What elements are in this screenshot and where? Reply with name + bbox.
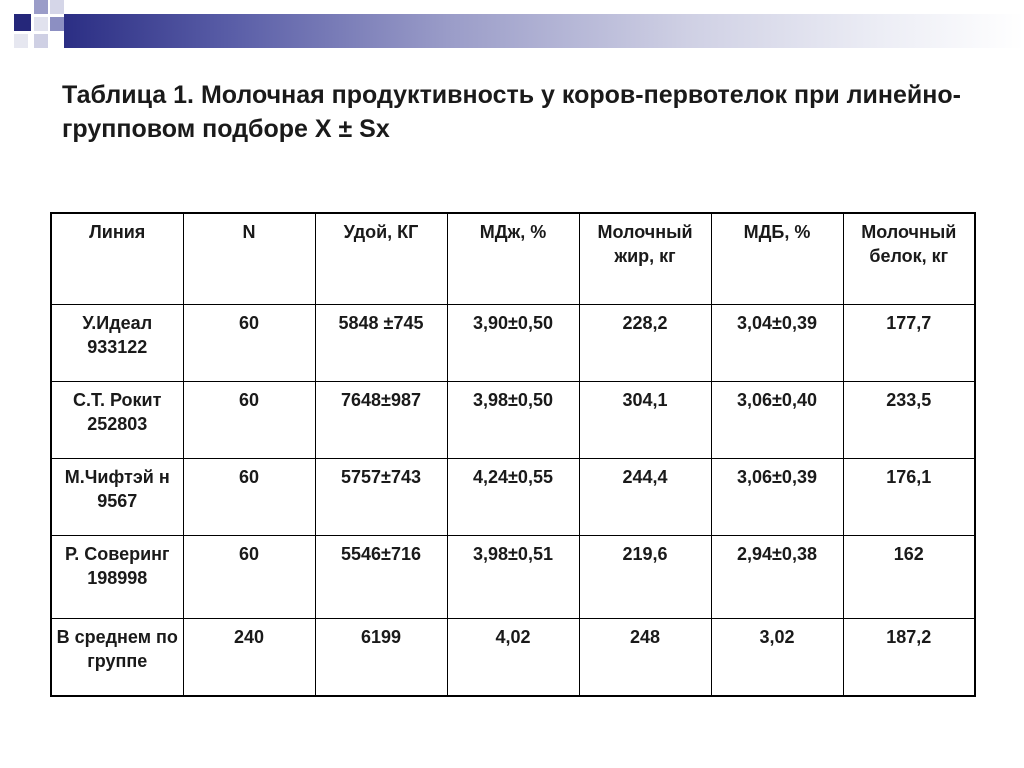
- table-cell: У.Идеал 933122: [51, 305, 183, 382]
- table-cell: 176,1: [843, 459, 975, 536]
- table-cell: 177,7: [843, 305, 975, 382]
- table-cell: 3,02: [711, 619, 843, 697]
- table-cell: 5848 ±745: [315, 305, 447, 382]
- slide-header-decoration: [0, 0, 1024, 48]
- table-row: [51, 536, 975, 619]
- milk-productivity-table: [50, 212, 976, 697]
- table-cell: 248: [579, 619, 711, 697]
- slide-title: Таблица 1. Молочная продуктивность у коров-первотелок при линейно-групповом подборе X ± Sx: [62, 81, 961, 143]
- table-cell: 5546±716: [315, 536, 447, 619]
- decor-gradient-band: [64, 14, 1024, 48]
- decor-square: [34, 0, 48, 14]
- table-cell: 3,04±0,39: [711, 305, 843, 382]
- table-row: [51, 382, 975, 459]
- table-cell: С.Т. Рокит 252803: [51, 382, 183, 459]
- table-cell: 162: [843, 536, 975, 619]
- table-cell: 304,1: [579, 382, 711, 459]
- column-header: Линия: [51, 213, 183, 305]
- table-cell: 60: [183, 536, 315, 619]
- decor-square: [14, 14, 31, 31]
- column-header: Молочный жир, кг: [579, 213, 711, 305]
- decor-square: [14, 34, 28, 48]
- table-cell: 60: [183, 305, 315, 382]
- table-cell: 5757±743: [315, 459, 447, 536]
- table-cell: 3,90±0,50: [447, 305, 579, 382]
- column-header: Удой, КГ: [315, 213, 447, 305]
- column-header: N: [183, 213, 315, 305]
- table-cell: 3,06±0,39: [711, 459, 843, 536]
- table-cell: 60: [183, 459, 315, 536]
- decor-square: [34, 17, 48, 31]
- table-cell: 3,06±0,40: [711, 382, 843, 459]
- table-cell: 3,98±0,51: [447, 536, 579, 619]
- table-cell: 4,02: [447, 619, 579, 697]
- column-header: МДж, %: [447, 213, 579, 305]
- decor-square: [50, 0, 64, 14]
- table-cell: 7648±987: [315, 382, 447, 459]
- decor-square: [50, 17, 64, 31]
- table-cell: 219,6: [579, 536, 711, 619]
- table-header-row: [51, 213, 975, 305]
- column-header: МДБ, %: [711, 213, 843, 305]
- table-cell: 187,2: [843, 619, 975, 697]
- table-cell: 228,2: [579, 305, 711, 382]
- table-cell: 60: [183, 382, 315, 459]
- table-cell: 240: [183, 619, 315, 697]
- table-row-average: [51, 619, 975, 697]
- table-cell: 4,24±0,55: [447, 459, 579, 536]
- table-cell: 6199: [315, 619, 447, 697]
- table-cell: Р. Соверинг 198998: [51, 536, 183, 619]
- table-row: [51, 305, 975, 382]
- decor-square: [34, 34, 48, 48]
- table-row: [51, 459, 975, 536]
- table-cell: 244,4: [579, 459, 711, 536]
- table-cell: В среднем по группе: [51, 619, 183, 697]
- table-cell: 3,98±0,50: [447, 382, 579, 459]
- table-cell: 2,94±0,38: [711, 536, 843, 619]
- column-header: Молочный белок, кг: [843, 213, 975, 305]
- table-cell: 233,5: [843, 382, 975, 459]
- table-cell: М.Чифтэй н 9567: [51, 459, 183, 536]
